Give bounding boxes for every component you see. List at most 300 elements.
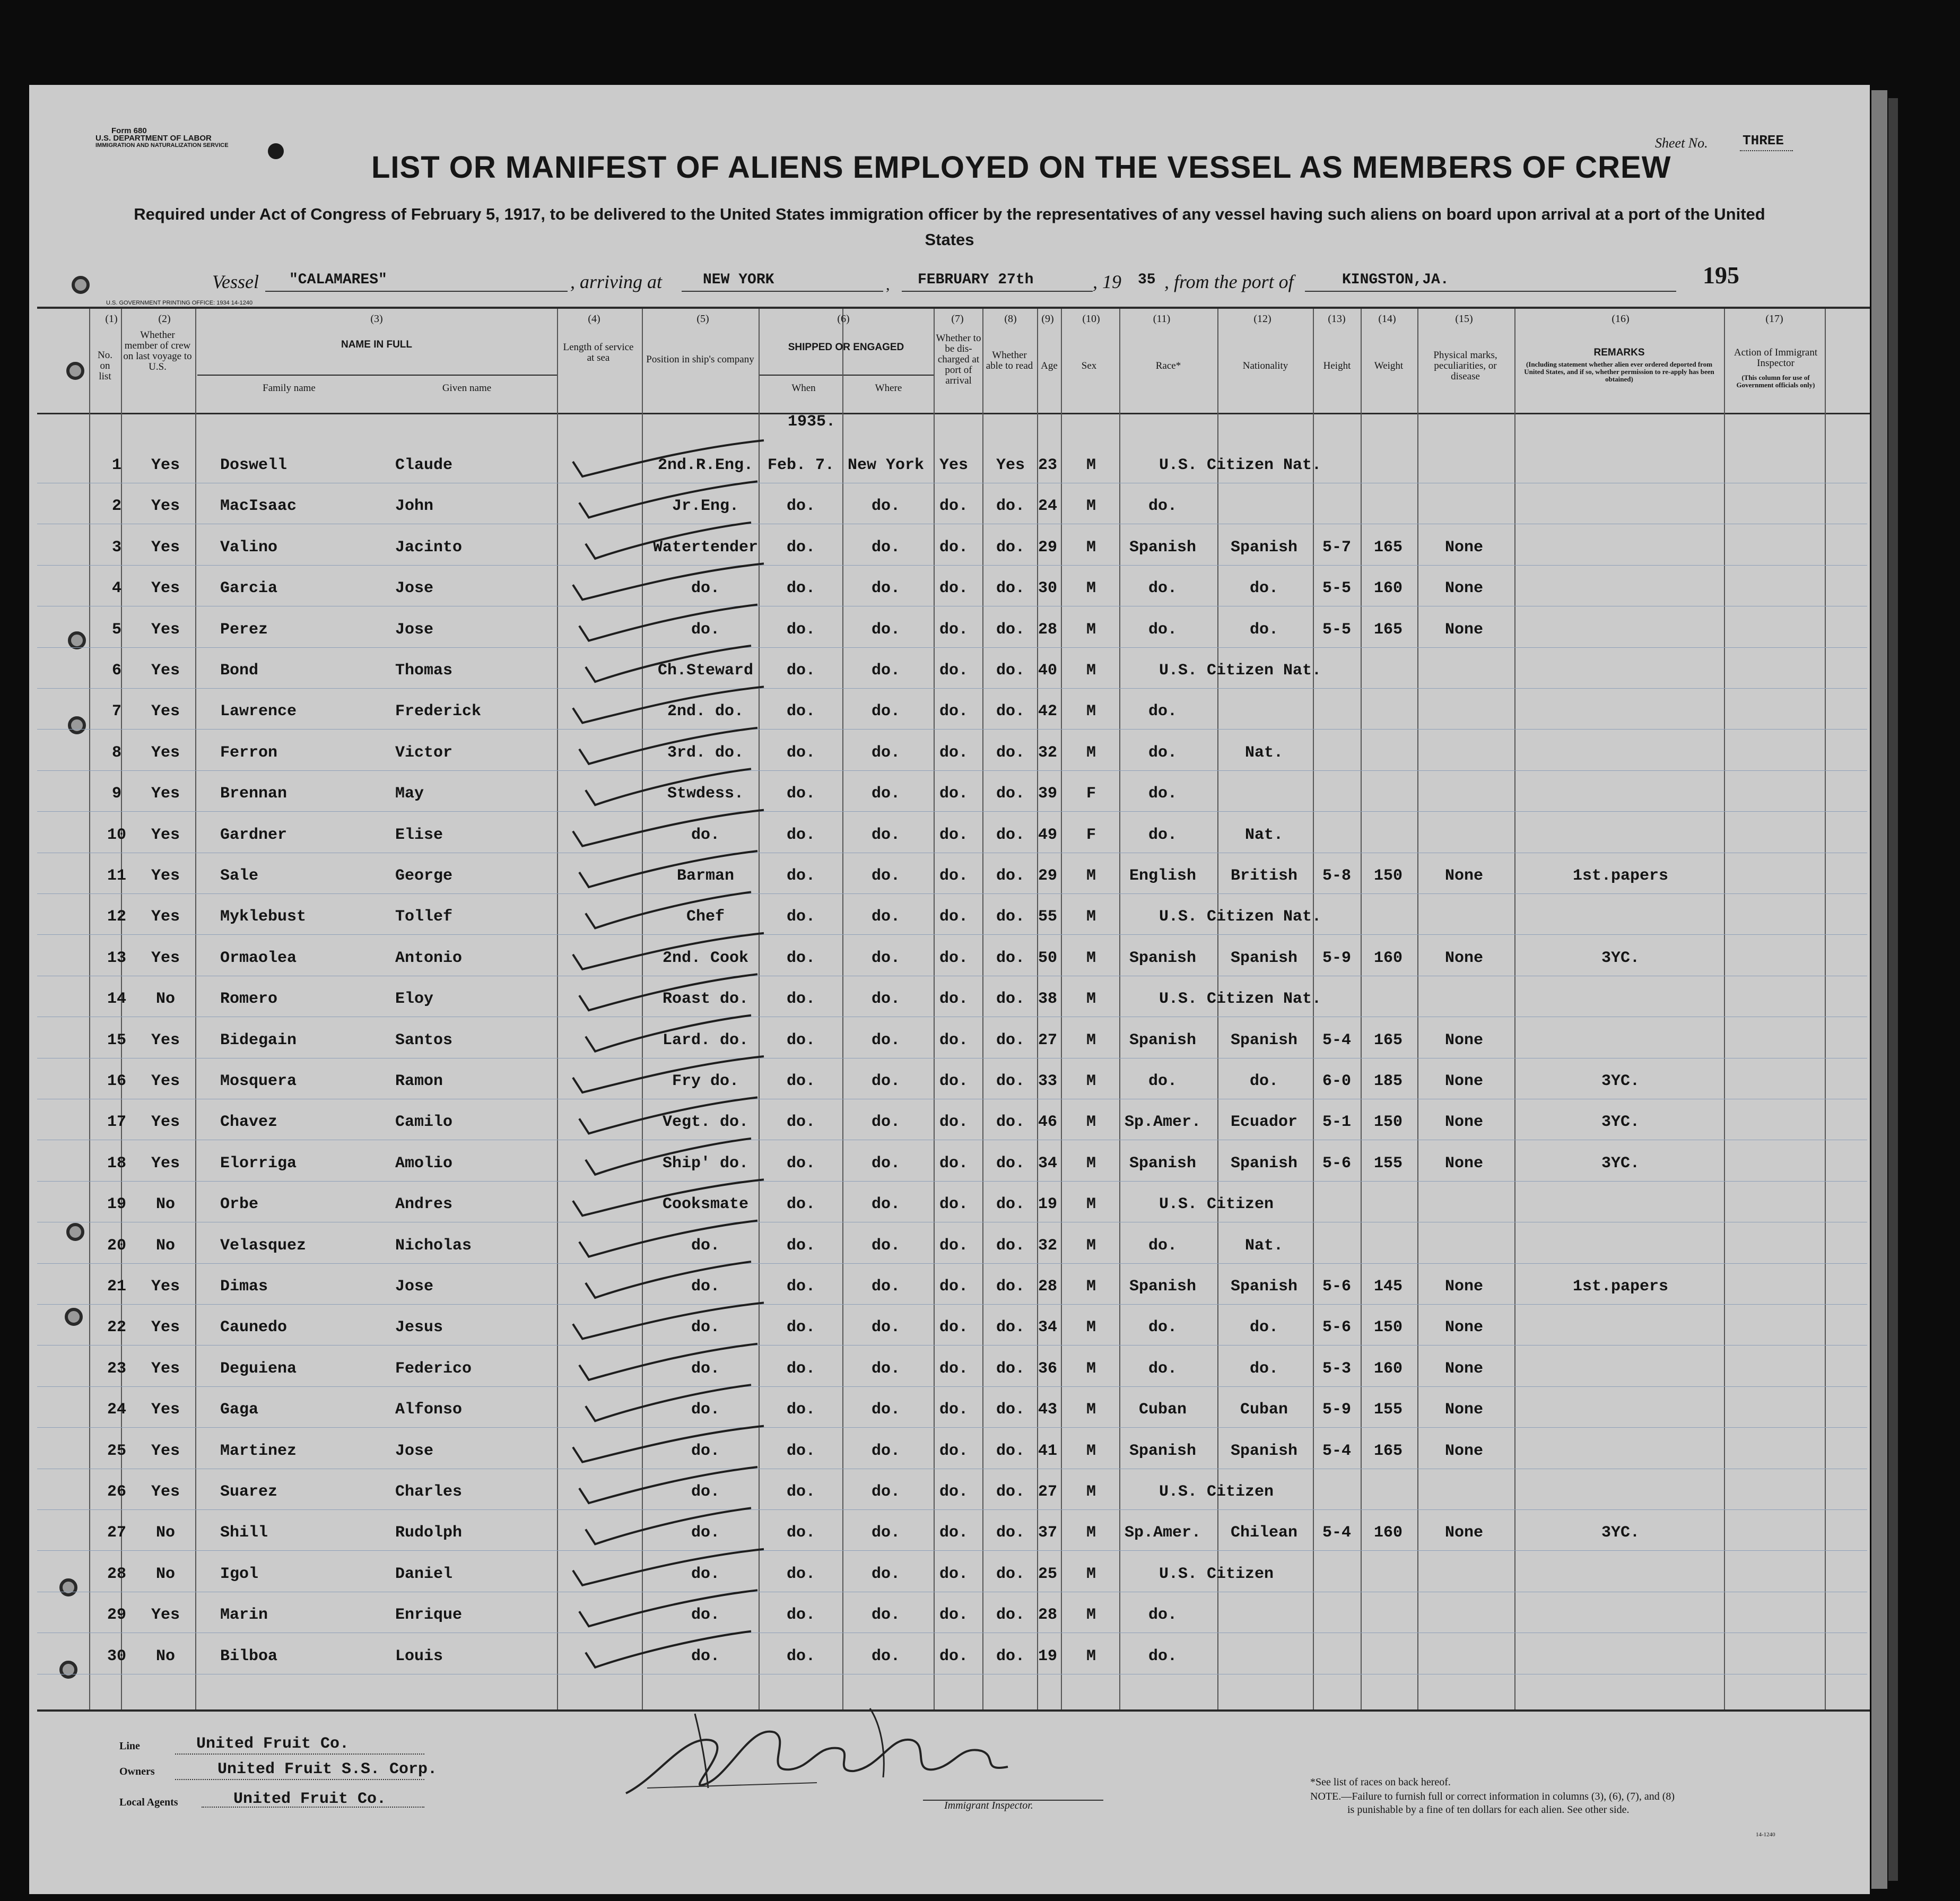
- cell-prev: No: [155, 990, 176, 1009]
- cell-given: Nicholas: [395, 1236, 472, 1255]
- cell-disch: do.: [939, 1359, 969, 1378]
- cell-read: do.: [996, 1565, 1025, 1583]
- row-rule: [37, 1263, 1867, 1264]
- cell-no: 3: [111, 538, 122, 557]
- cell-read: do.: [996, 1359, 1025, 1378]
- cell-when: do.: [786, 990, 816, 1009]
- cell-read: do.: [996, 538, 1025, 557]
- header-c10: Sex: [1081, 360, 1097, 371]
- cell-race: do.: [1148, 743, 1178, 762]
- cell-when: do.: [786, 579, 816, 598]
- cell-weight: 150: [1373, 1318, 1403, 1337]
- cell-age: 29: [1038, 867, 1058, 885]
- cell-sex: M: [1086, 1524, 1096, 1542]
- cell-read: do.: [996, 662, 1025, 680]
- cell-given: Claude: [395, 456, 453, 474]
- date-underline: [902, 291, 1093, 292]
- cell-no: 25: [107, 1442, 127, 1460]
- cell-marks: None: [1444, 1359, 1484, 1378]
- cell-where: do.: [871, 1359, 901, 1378]
- cell-sex: M: [1086, 662, 1096, 680]
- cell-given: Charles: [395, 1483, 463, 1501]
- cell-family: Myklebust: [220, 908, 307, 926]
- cell-prev: Yes: [151, 579, 180, 598]
- arriving-label: , arriving at: [570, 271, 663, 292]
- cell-where: do.: [871, 620, 901, 639]
- cell-height: 5-5: [1322, 620, 1352, 639]
- header-c11: Race*: [1155, 360, 1181, 371]
- cell-position: do.: [691, 1606, 720, 1625]
- cell-given: Tollef: [395, 908, 453, 926]
- from-port: KINGSTON,JA.: [1342, 272, 1449, 288]
- cell-race: U.S. Citizen Nat.: [1159, 990, 1322, 1009]
- cell-sex: M: [1086, 1359, 1096, 1378]
- cell-age: 19: [1038, 1647, 1058, 1665]
- cell-position: 2nd. Cook: [662, 949, 749, 967]
- header-c8: Whether able to read: [986, 350, 1033, 371]
- cell-age: 29: [1038, 538, 1058, 557]
- cell-family: Velasquez: [220, 1236, 307, 1255]
- column-rule: [1825, 309, 1826, 1709]
- column-rule: [1724, 309, 1725, 1709]
- cell-given: Ramon: [395, 1072, 443, 1090]
- cell-read: do.: [996, 579, 1025, 598]
- cell-where: do.: [871, 908, 901, 926]
- cell-position: do.: [691, 1483, 720, 1501]
- cell-age: 37: [1038, 1524, 1058, 1542]
- cell-race: do.: [1148, 1236, 1178, 1255]
- cell-age: 38: [1038, 990, 1058, 1009]
- cell-family: Bidegain: [220, 1031, 297, 1049]
- cell-read: do.: [996, 867, 1025, 885]
- cell-position: Roast do.: [662, 990, 749, 1009]
- cell-family: Igol: [220, 1565, 259, 1583]
- column-number: (13): [1328, 313, 1346, 325]
- header-c5: Position in ship's company: [646, 354, 754, 365]
- cell-given: Antonio: [395, 949, 463, 967]
- cell-remarks: 3YC.: [1601, 1524, 1640, 1542]
- cell-weight: 165: [1373, 620, 1403, 639]
- page-edge-shadow: [1888, 98, 1898, 1881]
- cell-sex: M: [1086, 867, 1096, 885]
- header-c13: Height: [1323, 360, 1351, 371]
- cell-no: 18: [107, 1154, 127, 1173]
- cell-race: do.: [1148, 826, 1178, 844]
- form-number: Form 680: [111, 126, 147, 135]
- cell-position: Ch.Steward: [657, 662, 754, 680]
- cell-age: 32: [1038, 743, 1058, 762]
- column-number: (7): [951, 313, 964, 325]
- cell-race: Sp.Amer.: [1124, 1524, 1201, 1542]
- fine-note-cont: is punishable by a fine of ten dollars for each alien. See other side.: [1347, 1804, 1630, 1816]
- column-rule: [759, 309, 760, 1709]
- cell-weight: 165: [1373, 1031, 1403, 1049]
- cell-family: Doswell: [220, 456, 288, 474]
- cell-nat: Cuban: [1240, 1401, 1288, 1419]
- cell-given: Jose: [395, 1442, 434, 1460]
- cell-given: Amolio: [395, 1154, 453, 1173]
- cell-given: Camilo: [395, 1113, 453, 1132]
- cell-read: do.: [996, 1401, 1025, 1419]
- cell-sex: M: [1086, 1236, 1096, 1255]
- cell-race: do.: [1148, 1318, 1178, 1337]
- cell-age: 24: [1038, 497, 1058, 516]
- cell-age: 43: [1038, 1401, 1058, 1419]
- cell-where: do.: [871, 1072, 901, 1090]
- cell-when: do.: [786, 743, 816, 762]
- cell-disch: do.: [939, 579, 969, 598]
- cell-family: Chavez: [220, 1113, 278, 1132]
- column-number: (15): [1455, 313, 1473, 325]
- row-rule: [37, 770, 1867, 771]
- cell-sex: M: [1086, 538, 1096, 557]
- cell-age: 50: [1038, 949, 1058, 967]
- cell-sex: M: [1086, 1606, 1096, 1625]
- cell-when: do.: [786, 1524, 816, 1542]
- service: IMMIGRATION AND NATURALIZATION SERVICE: [95, 142, 229, 149]
- cell-weight: 160: [1373, 579, 1403, 598]
- cell-sex: M: [1086, 1565, 1096, 1583]
- cell-height: 5-7: [1322, 538, 1352, 557]
- cell-family: Suarez: [220, 1483, 278, 1501]
- header-c4: Length of service at sea: [563, 342, 634, 363]
- cell-position: Stwdess.: [667, 785, 744, 803]
- cell-position: do.: [691, 826, 720, 844]
- cell-position: do.: [691, 1401, 720, 1419]
- cell-disch: do.: [939, 1606, 969, 1625]
- cell-family: Orbe: [220, 1195, 259, 1214]
- cell-sex: M: [1086, 1483, 1096, 1501]
- cell-position: Lard. do.: [662, 1031, 749, 1049]
- cell-weight: 145: [1373, 1278, 1403, 1296]
- cell-age: 23: [1038, 456, 1058, 474]
- cell-no: 14: [107, 990, 127, 1009]
- header-c6b: Where: [875, 383, 902, 394]
- cell-where: do.: [871, 867, 901, 885]
- cell-race: Spanish: [1129, 949, 1197, 967]
- cell-race: U.S. Citizen Nat.: [1159, 456, 1322, 474]
- column-rule: [1361, 309, 1362, 1709]
- column-rule: [557, 309, 558, 1709]
- cell-where: do.: [871, 1565, 901, 1583]
- cell-height: 5-8: [1322, 867, 1352, 885]
- form-code: 14-1240: [1756, 1831, 1775, 1838]
- agents-label: Local Agents: [119, 1796, 178, 1808]
- punch-hole: [72, 276, 90, 294]
- cell-where: do.: [871, 826, 901, 844]
- cell-age: 39: [1038, 785, 1058, 803]
- cell-prev: Yes: [151, 1359, 180, 1378]
- cell-weight: 160: [1373, 1524, 1403, 1542]
- cell-when: do.: [786, 538, 816, 557]
- cell-position: do.: [691, 1278, 720, 1296]
- cell-given: Thomas: [395, 662, 453, 680]
- cell-prev: Yes: [151, 826, 180, 844]
- cell-position: Fry do.: [672, 1072, 739, 1090]
- cell-race: U.S. Citizen: [1159, 1565, 1274, 1583]
- cell-given: Enrique: [395, 1606, 463, 1625]
- cell-disch: do.: [939, 990, 969, 1009]
- cell-sex: M: [1086, 579, 1096, 598]
- cell-family: MacIsaac: [220, 497, 297, 516]
- cell-where: New York: [847, 456, 925, 474]
- line-value: United Fruit Co.: [196, 1735, 350, 1753]
- cell-where: do.: [871, 497, 901, 516]
- cell-weight: 160: [1373, 949, 1403, 967]
- cell-race: do.: [1148, 1647, 1178, 1665]
- cell-read: Yes: [996, 456, 1025, 474]
- cell-no: 20: [107, 1236, 127, 1255]
- cell-no: 29: [107, 1606, 127, 1625]
- cell-race: do.: [1148, 1359, 1178, 1378]
- cell-height: 5-9: [1322, 1401, 1352, 1419]
- cell-sex: M: [1086, 1401, 1096, 1419]
- header-c2: Whether member of crew on last voyage to U.S.: [123, 329, 192, 372]
- cell-marks: None: [1444, 620, 1484, 639]
- cell-no: 2: [111, 497, 122, 516]
- cell-sex: M: [1086, 702, 1096, 721]
- cell-when: do.: [786, 1195, 816, 1214]
- name-subheader-rule: [197, 375, 557, 376]
- cell-no: 4: [111, 579, 122, 598]
- cell-no: 23: [107, 1359, 127, 1378]
- cell-prev: Yes: [151, 1154, 180, 1173]
- punch-hole: [66, 1223, 84, 1241]
- cell-age: 28: [1038, 1278, 1058, 1296]
- cell-where: do.: [871, 1524, 901, 1542]
- cell-age: 28: [1038, 620, 1058, 639]
- cell-remarks: 1st.papers: [1572, 867, 1669, 885]
- cell-where: do.: [871, 1483, 901, 1501]
- cell-nat: Nat.: [1244, 1236, 1284, 1255]
- cell-given: Andres: [395, 1195, 453, 1214]
- cell-prev: Yes: [151, 456, 180, 474]
- column-rule: [1417, 309, 1418, 1709]
- cell-where: do.: [871, 1647, 901, 1665]
- column-number: (2): [158, 313, 171, 325]
- cell-read: do.: [996, 1195, 1025, 1214]
- cell-no: 24: [107, 1401, 127, 1419]
- cell-race: Spanish: [1129, 1442, 1197, 1460]
- cell-sex: M: [1086, 949, 1096, 967]
- cell-nat: Spanish: [1230, 1278, 1298, 1296]
- cell-when: do.: [786, 1401, 816, 1419]
- cell-disch: do.: [939, 662, 969, 680]
- cell-read: do.: [996, 497, 1025, 516]
- cell-given: Santos: [395, 1031, 453, 1049]
- cell-when: do.: [786, 1606, 816, 1625]
- cell-no: 7: [111, 702, 122, 721]
- column-rule: [195, 309, 196, 1709]
- cell-disch: do.: [939, 538, 969, 557]
- header-c3a: Family name: [263, 383, 316, 394]
- cell-family: Sale: [220, 867, 259, 885]
- cell-where: do.: [871, 1442, 901, 1460]
- cell-position: do.: [691, 1318, 720, 1337]
- row-rule: [37, 1427, 1867, 1428]
- cell-position: do.: [691, 1524, 720, 1542]
- cell-height: 5-6: [1322, 1154, 1352, 1173]
- cell-sex: M: [1086, 497, 1096, 516]
- cell-position: do.: [691, 579, 720, 598]
- header-c17note: (This column for use of Government officials only): [1736, 374, 1815, 389]
- cell-disch: do.: [939, 1318, 969, 1337]
- row-rule: [37, 729, 1867, 730]
- cell-when: do.: [786, 1031, 816, 1049]
- cell-given: May: [395, 785, 424, 803]
- cell-remarks: 1st.papers: [1572, 1278, 1669, 1296]
- cell-weight: 155: [1373, 1401, 1403, 1419]
- cell-disch: do.: [939, 785, 969, 803]
- cell-nat: Spanish: [1230, 1031, 1298, 1049]
- header-c14: Weight: [1374, 360, 1404, 371]
- cell-given: Jacinto: [395, 538, 463, 557]
- cell-family: Marin: [220, 1606, 268, 1625]
- cell-family: Mosquera: [220, 1072, 297, 1090]
- cell-position: 2nd. do.: [667, 702, 744, 721]
- cell-where: do.: [871, 1031, 901, 1049]
- cell-disch: do.: [939, 702, 969, 721]
- cell-position: Watertender: [652, 538, 759, 557]
- cell-prev: No: [155, 1565, 176, 1583]
- cell-prev: Yes: [151, 1401, 180, 1419]
- cell-sex: M: [1086, 1072, 1096, 1090]
- cell-weight: 165: [1373, 538, 1403, 557]
- cell-race: U.S. Citizen Nat.: [1159, 662, 1322, 680]
- cell-where: do.: [871, 1195, 901, 1214]
- cell-disch: do.: [939, 1524, 969, 1542]
- column-rule: [982, 309, 983, 1709]
- cell-race: U.S. Citizen: [1159, 1195, 1274, 1214]
- cell-when: do.: [786, 497, 816, 516]
- cell-disch: do.: [939, 497, 969, 516]
- cell-disch: do.: [939, 949, 969, 967]
- cell-read: do.: [996, 702, 1025, 721]
- cell-age: 33: [1038, 1072, 1058, 1090]
- cell-prev: Yes: [151, 620, 180, 639]
- row-rule: [37, 1345, 1867, 1346]
- cell-nat: Nat.: [1244, 743, 1284, 762]
- cell-race: Cuban: [1138, 1401, 1187, 1419]
- punch-hole: [59, 1578, 77, 1596]
- cell-no: 9: [111, 785, 122, 803]
- column-number: (16): [1611, 313, 1630, 325]
- cell-no: 1: [111, 456, 122, 474]
- cell-family: Gardner: [220, 826, 288, 844]
- cell-given: Eloy: [395, 990, 434, 1009]
- cell-no: 10: [107, 826, 127, 844]
- cell-prev: Yes: [151, 1031, 180, 1049]
- cell-nat: do.: [1249, 1318, 1279, 1337]
- column-rule: [934, 309, 935, 1709]
- cell-when: do.: [786, 1236, 816, 1255]
- cell-disch: Yes: [939, 456, 969, 474]
- cell-no: 19: [107, 1195, 127, 1214]
- cell-no: 27: [107, 1524, 127, 1542]
- cell-read: do.: [996, 1524, 1025, 1542]
- row-rule: [37, 1304, 1867, 1305]
- cell-race: English: [1129, 867, 1197, 885]
- column-rule: [842, 309, 843, 1709]
- cell-age: 34: [1038, 1154, 1058, 1173]
- sheet-label: Sheet No.: [1655, 135, 1708, 151]
- cell-given: Jose: [395, 620, 434, 639]
- cell-marks: None: [1444, 1524, 1484, 1542]
- cell-age: 30: [1038, 579, 1058, 598]
- cell-when: do.: [786, 1442, 816, 1460]
- year-row: 1935.: [787, 413, 836, 431]
- cell-disch: do.: [939, 1236, 969, 1255]
- cell-family: Shill: [220, 1524, 268, 1542]
- header-c3: NAME IN FULL: [341, 339, 413, 350]
- cell-sex: M: [1086, 908, 1096, 926]
- cell-remarks: 3YC.: [1601, 1072, 1640, 1090]
- column-number: (6): [837, 313, 850, 325]
- cell-prev: Yes: [151, 662, 180, 680]
- cell-family: Gaga: [220, 1401, 259, 1419]
- sheet-underline: [1740, 150, 1793, 151]
- cell-prev: Yes: [151, 867, 180, 885]
- column-number: (5): [696, 313, 709, 325]
- cell-family: Perez: [220, 620, 268, 639]
- column-number: (4): [588, 313, 600, 325]
- cell-family: Brennan: [220, 785, 288, 803]
- row-rule: [37, 1386, 1867, 1387]
- cell-prev: Yes: [151, 743, 180, 762]
- cell-sex: M: [1086, 456, 1096, 474]
- page-edge: [1871, 90, 1887, 1889]
- punch-hole: [68, 716, 86, 734]
- owners-label: Owners: [119, 1766, 155, 1777]
- cell-where: do.: [871, 702, 901, 721]
- cell-remarks: 3YC.: [1601, 1113, 1640, 1132]
- cell-where: do.: [871, 743, 901, 762]
- cell-remarks: 3YC.: [1601, 949, 1640, 967]
- cell-prev: No: [155, 1236, 176, 1255]
- cell-read: do.: [996, 1072, 1025, 1090]
- header-c12: Nationality: [1242, 360, 1288, 371]
- cell-family: Martinez: [220, 1442, 297, 1460]
- cell-no: 11: [107, 867, 127, 885]
- cell-position: do.: [691, 1236, 720, 1255]
- cell-race: Spanish: [1129, 538, 1197, 557]
- cell-prev: Yes: [151, 1113, 180, 1132]
- cell-disch: do.: [939, 1113, 969, 1132]
- cell-disch: do.: [939, 1442, 969, 1460]
- cell-where: do.: [871, 990, 901, 1009]
- arriving-port: NEW YORK: [703, 272, 774, 288]
- cell-age: 27: [1038, 1031, 1058, 1049]
- cell-prev: Yes: [151, 497, 180, 516]
- cell-race: do.: [1148, 1072, 1178, 1090]
- cell-nat: Ecuador: [1230, 1113, 1298, 1132]
- cell-sex: M: [1086, 743, 1096, 762]
- cell-height: 5-5: [1322, 579, 1352, 598]
- cell-where: do.: [871, 1401, 901, 1419]
- column-number: (12): [1253, 313, 1271, 325]
- cell-read: do.: [996, 1031, 1025, 1049]
- cell-given: Alfonso: [395, 1401, 463, 1419]
- cell-no: 16: [107, 1072, 127, 1090]
- cell-no: 28: [107, 1565, 127, 1583]
- cell-sex: M: [1086, 1031, 1096, 1049]
- cell-race: Spanish: [1129, 1154, 1197, 1173]
- arriving-underline: [682, 291, 883, 292]
- cell-height: 5-6: [1322, 1278, 1352, 1296]
- cell-read: do.: [996, 1647, 1025, 1665]
- cell-marks: None: [1444, 1401, 1484, 1419]
- cell-sex: M: [1086, 1318, 1096, 1337]
